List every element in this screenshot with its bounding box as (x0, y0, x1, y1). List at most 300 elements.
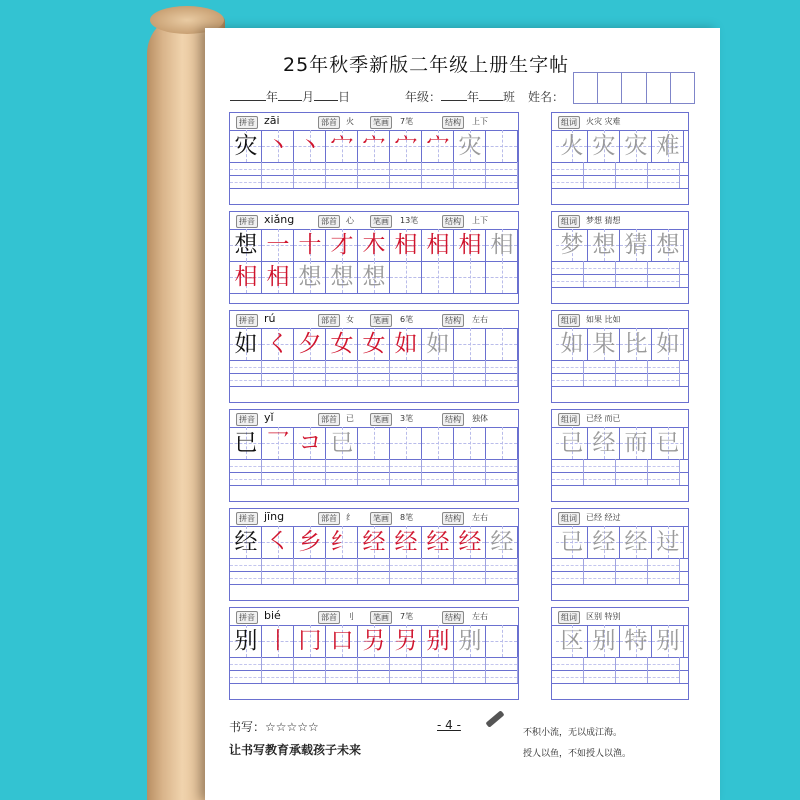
practice-line-cell[interactable] (616, 373, 648, 386)
pinyin-label: 拼音 (236, 314, 258, 327)
grid-cell[interactable] (326, 526, 358, 558)
practice-line[interactable] (552, 175, 688, 188)
word-cell[interactable] (652, 229, 684, 261)
practice-line-cell[interactable] (616, 162, 648, 175)
practice-line-cell[interactable] (422, 657, 454, 670)
words-card-5 (551, 607, 689, 700)
grid-cell[interactable] (486, 427, 518, 459)
practice-line-cell[interactable] (552, 459, 584, 472)
practice-line-cell[interactable] (552, 472, 584, 485)
practice-line-cell[interactable] (262, 571, 294, 584)
character-card-0 (229, 112, 519, 205)
practice-line-cell[interactable] (648, 670, 680, 683)
word-cell[interactable] (620, 625, 652, 657)
grid-cell[interactable] (454, 625, 486, 657)
practice-line-cell[interactable] (454, 360, 486, 373)
practice-line-cell[interactable] (422, 558, 454, 571)
practice-line-cell[interactable] (552, 360, 584, 373)
stroke-step: 宀 (330, 133, 354, 159)
practice-line-cell[interactable] (552, 558, 584, 571)
strokes-value: 13笔 (400, 216, 419, 225)
strokes-label: 笔画 (370, 314, 392, 327)
practice-line-cell[interactable] (486, 175, 518, 188)
grid-cell[interactable] (358, 328, 390, 360)
word-cell[interactable] (556, 526, 588, 558)
practice-line-cell[interactable] (262, 373, 294, 386)
grid-cell[interactable] (454, 130, 486, 162)
word-cell[interactable] (588, 328, 620, 360)
practice-line-cell[interactable] (584, 472, 616, 485)
practice-line-cell[interactable] (454, 670, 486, 683)
practice-line-cell[interactable] (326, 558, 358, 571)
grid-cell[interactable] (294, 261, 326, 293)
practice-line[interactable] (230, 373, 518, 386)
grid-cell[interactable] (230, 427, 262, 459)
practice-line-cell[interactable] (648, 261, 680, 274)
row-divider (552, 386, 688, 387)
practice-line-cell[interactable] (230, 373, 262, 386)
practice-line-cell[interactable] (294, 670, 326, 683)
strokes-label: 笔画 (370, 116, 392, 129)
practice-line[interactable] (552, 360, 688, 373)
words-value: 已经 而已 (586, 414, 621, 423)
practice-line-cell[interactable] (230, 472, 262, 485)
practice-line-cell[interactable] (326, 175, 358, 188)
word-character: 已 (656, 430, 680, 456)
grid-cell[interactable] (262, 625, 294, 657)
grid-cell[interactable] (390, 261, 422, 293)
grid-cell[interactable] (486, 229, 518, 261)
practice-line-cell[interactable] (486, 459, 518, 472)
practice-line-cell[interactable] (616, 274, 648, 287)
grid-cell[interactable] (326, 130, 358, 162)
practice-line-cell[interactable] (294, 657, 326, 670)
practice-line-cell[interactable] (486, 373, 518, 386)
pinyin-label: 拼音 (236, 215, 258, 228)
practice-line-cell[interactable] (358, 459, 390, 472)
practice-line-cell[interactable] (552, 373, 584, 386)
main-character: 想 (234, 232, 258, 258)
practice-line-cell[interactable] (230, 162, 262, 175)
word-cell[interactable] (556, 229, 588, 261)
practice-line[interactable] (230, 472, 518, 485)
grid-cell[interactable] (262, 526, 294, 558)
pinyin-label: 拼音 (236, 611, 258, 624)
practice-line[interactable] (230, 459, 518, 472)
grid-cell[interactable] (358, 229, 390, 261)
practice-line[interactable] (552, 571, 688, 584)
word-cell[interactable] (556, 427, 588, 459)
practice-line[interactable] (230, 175, 518, 188)
word-character: 已 (560, 430, 584, 456)
grid-cell[interactable] (486, 328, 518, 360)
practice-line-cell[interactable] (358, 162, 390, 175)
structure-value: 左右 (472, 612, 488, 621)
grid-cell[interactable] (486, 526, 518, 558)
main-character: 如 (234, 331, 258, 357)
practice-line-cell[interactable] (584, 670, 616, 683)
practice-line-cell[interactable] (294, 571, 326, 584)
grid-cell[interactable] (326, 328, 358, 360)
grid-cell[interactable] (230, 328, 262, 360)
grid-cell[interactable] (390, 625, 422, 657)
practice-line-cell[interactable] (422, 373, 454, 386)
grid-cell[interactable] (358, 427, 390, 459)
practice-line-cell[interactable] (294, 558, 326, 571)
practice-line-cell[interactable] (616, 459, 648, 472)
practice-line-cell[interactable] (552, 175, 584, 188)
grid-cell[interactable] (262, 229, 294, 261)
grid-cell[interactable] (422, 328, 454, 360)
practice-line-cell[interactable] (648, 571, 680, 584)
row-divider (552, 188, 688, 189)
practice-line-cell[interactable] (616, 657, 648, 670)
grid-cell[interactable] (326, 625, 358, 657)
practice-line-cell[interactable] (486, 360, 518, 373)
word-cell[interactable] (588, 229, 620, 261)
word-cell[interactable] (556, 130, 588, 162)
practice-line[interactable] (230, 670, 518, 683)
grid-cell[interactable] (230, 130, 262, 162)
strokes-label: 笔画 (370, 413, 392, 426)
practice-line-cell[interactable] (648, 360, 680, 373)
practice-line-cell[interactable] (358, 373, 390, 386)
practice-line[interactable] (552, 261, 688, 274)
practice-line-cell[interactable] (294, 162, 326, 175)
radical-label: 部首 (318, 314, 340, 327)
practice-line-cell[interactable] (262, 162, 294, 175)
practice-line-cell[interactable] (294, 472, 326, 485)
practice-line-cell[interactable] (390, 670, 422, 683)
practice-line-cell[interactable] (326, 162, 358, 175)
grid-cell[interactable] (326, 261, 358, 293)
grid-cell[interactable] (230, 261, 262, 293)
practice-line-cell[interactable] (552, 670, 584, 683)
stroke-step: 木 (362, 232, 386, 258)
practice-line-cell[interactable] (616, 360, 648, 373)
grid-cell[interactable] (486, 625, 518, 657)
practice-line-cell[interactable] (262, 670, 294, 683)
practice-line-cell[interactable] (358, 657, 390, 670)
words-value: 区别 特别 (586, 612, 621, 621)
practice-line-cell[interactable] (294, 360, 326, 373)
word-cell[interactable] (652, 130, 684, 162)
word-cell[interactable] (588, 625, 620, 657)
practice-line-cell[interactable] (584, 459, 616, 472)
grid-cell[interactable] (486, 130, 518, 162)
practice-line-cell[interactable] (422, 670, 454, 683)
practice-line[interactable] (552, 472, 688, 485)
practice-line-cell[interactable] (486, 571, 518, 584)
practice-line[interactable] (552, 162, 688, 175)
practice-line[interactable] (552, 657, 688, 670)
grid-cell[interactable] (422, 526, 454, 558)
practice-line-cell[interactable] (358, 472, 390, 485)
stroke-step: 冂 (298, 628, 322, 654)
grid-cell[interactable] (422, 130, 454, 162)
pinyin-label: 拼音 (236, 116, 258, 129)
word-cell[interactable] (588, 526, 620, 558)
practice-line-cell[interactable] (616, 175, 648, 188)
row-divider (552, 683, 688, 684)
row-divider (230, 485, 518, 486)
words-value: 梦想 猜想 (586, 216, 621, 225)
stroke-step: 乡 (298, 529, 322, 555)
practice-line-cell[interactable] (390, 162, 422, 175)
practice-line-cell[interactable] (648, 373, 680, 386)
stroke-step: 经 (394, 529, 418, 555)
practice-line-cell[interactable] (584, 571, 616, 584)
practice-line-cell[interactable] (552, 274, 584, 287)
practice-line-cell[interactable] (584, 175, 616, 188)
grid-cell[interactable] (294, 229, 326, 261)
practice-line-cell[interactable] (584, 373, 616, 386)
grid-cell[interactable] (486, 261, 518, 293)
practice-line-cell[interactable] (454, 558, 486, 571)
card-header (230, 311, 518, 329)
grid-cell[interactable] (390, 229, 422, 261)
grid-cell[interactable] (230, 526, 262, 558)
word-cell[interactable] (588, 427, 620, 459)
grid-cell[interactable] (230, 229, 262, 261)
practice-line-cell[interactable] (262, 472, 294, 485)
word-cell[interactable] (620, 427, 652, 459)
practice-line-cell[interactable] (648, 472, 680, 485)
grid-cell[interactable] (422, 427, 454, 459)
grid-cell[interactable] (390, 427, 422, 459)
practice-line-cell[interactable] (648, 657, 680, 670)
worksheet-page (205, 28, 720, 800)
stroke-step: 相 (234, 264, 258, 290)
practice-line-cell[interactable] (616, 571, 648, 584)
practice-line-cell[interactable] (422, 360, 454, 373)
radical-value: 女 (346, 315, 354, 324)
practice-line-cell[interactable] (390, 175, 422, 188)
practice-line-cell[interactable] (648, 459, 680, 472)
practice-line-cell[interactable] (358, 175, 390, 188)
word-cell[interactable] (556, 328, 588, 360)
grid-cell[interactable] (294, 328, 326, 360)
practice-line[interactable] (230, 162, 518, 175)
grid-cell[interactable] (262, 427, 294, 459)
practice-line-cell[interactable] (552, 571, 584, 584)
practice-line-cell[interactable] (358, 558, 390, 571)
grid-cell[interactable] (454, 261, 486, 293)
practice-line-cell[interactable] (454, 472, 486, 485)
practice-line-cell[interactable] (262, 360, 294, 373)
grid-cell[interactable] (358, 625, 390, 657)
practice-line-cell[interactable] (358, 571, 390, 584)
grid-cell[interactable] (230, 625, 262, 657)
quote-1: 不积小流，无以成江海。 (523, 728, 623, 738)
practice-line-cell[interactable] (648, 558, 680, 571)
practice-line-cell[interactable] (648, 175, 680, 188)
grid-cell[interactable] (358, 526, 390, 558)
practice-line-cell[interactable] (584, 657, 616, 670)
grid-cell[interactable] (294, 427, 326, 459)
practice-line-cell[interactable] (486, 472, 518, 485)
grid-cell[interactable] (422, 229, 454, 261)
name-boxes[interactable] (573, 72, 695, 104)
practice-line-cell[interactable] (648, 274, 680, 287)
practice-line-cell[interactable] (294, 459, 326, 472)
practice-line-cell[interactable] (390, 360, 422, 373)
grid-cell[interactable] (454, 526, 486, 558)
grid-cell[interactable] (422, 625, 454, 657)
practice-line[interactable] (552, 670, 688, 683)
practice-line[interactable] (230, 571, 518, 584)
pinyin-value: xiǎng (264, 213, 295, 226)
grid-cell[interactable] (454, 427, 486, 459)
practice-line-cell[interactable] (230, 670, 262, 683)
word-cell[interactable] (620, 229, 652, 261)
practice-line-cell[interactable] (648, 162, 680, 175)
stroke-step: 宀 (394, 133, 418, 159)
practice-line[interactable] (230, 657, 518, 670)
word-cell[interactable] (620, 130, 652, 162)
practice-line-cell[interactable] (262, 657, 294, 670)
grid-cell[interactable] (294, 526, 326, 558)
practice-line-cell[interactable] (326, 373, 358, 386)
character-card-2 (229, 310, 519, 403)
practice-line-cell[interactable] (486, 657, 518, 670)
word-cell[interactable] (652, 526, 684, 558)
practice-line-cell[interactable] (230, 175, 262, 188)
practice-line-cell[interactable] (422, 459, 454, 472)
practice-line-cell[interactable] (230, 571, 262, 584)
practice-line-cell[interactable] (326, 571, 358, 584)
stroke-step: 想 (330, 264, 354, 290)
practice-line-cell[interactable] (422, 472, 454, 485)
grid-cell[interactable] (390, 328, 422, 360)
practice-line-cell[interactable] (326, 472, 358, 485)
strokes-value: 6笔 (400, 315, 414, 324)
practice-line-cell[interactable] (326, 670, 358, 683)
practice-line-cell[interactable] (616, 670, 648, 683)
word-cell[interactable] (620, 328, 652, 360)
practice-line-cell[interactable] (584, 261, 616, 274)
words-header (552, 113, 688, 131)
practice-line-cell[interactable] (422, 162, 454, 175)
grid-cell[interactable] (294, 130, 326, 162)
grid-cell[interactable] (454, 229, 486, 261)
practice-line-cell[interactable] (486, 162, 518, 175)
practice-line-cell[interactable] (422, 571, 454, 584)
practice-line-cell[interactable] (584, 162, 616, 175)
word-cell[interactable] (652, 625, 684, 657)
word-cell[interactable] (556, 625, 588, 657)
practice-line-cell[interactable] (230, 459, 262, 472)
practice-line-cell[interactable] (454, 162, 486, 175)
practice-line[interactable] (552, 558, 688, 571)
grid-cell[interactable] (422, 261, 454, 293)
grid-cell[interactable] (262, 328, 294, 360)
practice-line-cell[interactable] (326, 657, 358, 670)
practice-line-cell[interactable] (552, 261, 584, 274)
practice-line-cell[interactable] (616, 558, 648, 571)
stroke-step: 宀 (362, 133, 386, 159)
practice-line-cell[interactable] (390, 472, 422, 485)
word-cell[interactable] (620, 526, 652, 558)
grid-cell[interactable] (390, 130, 422, 162)
practice-line-cell[interactable] (454, 657, 486, 670)
grid-cell[interactable] (262, 130, 294, 162)
practice-line-cell[interactable] (422, 175, 454, 188)
words-card-0 (551, 112, 689, 205)
practice-line-cell[interactable] (486, 558, 518, 571)
practice-line-cell[interactable] (262, 459, 294, 472)
pinyin-value: rú (264, 312, 276, 325)
practice-line-cell[interactable] (262, 175, 294, 188)
practice-line-cell[interactable] (390, 558, 422, 571)
practice-line-cell[interactable] (358, 360, 390, 373)
grid-cell[interactable] (326, 427, 358, 459)
practice-line-cell[interactable] (326, 360, 358, 373)
grid-cell[interactable] (358, 261, 390, 293)
practice-line[interactable] (230, 360, 518, 373)
practice-line-cell[interactable] (390, 459, 422, 472)
practice-line-cell[interactable] (326, 459, 358, 472)
practice-line-cell[interactable] (616, 261, 648, 274)
word-character: 比 (624, 331, 648, 357)
practice-line[interactable] (552, 459, 688, 472)
word-cell[interactable] (652, 328, 684, 360)
grid-cell[interactable] (294, 625, 326, 657)
practice-line-cell[interactable] (390, 657, 422, 670)
practice-line-cell[interactable] (616, 472, 648, 485)
practice-line[interactable] (552, 373, 688, 386)
practice-line-cell[interactable] (262, 558, 294, 571)
practice-line-cell[interactable] (454, 175, 486, 188)
character-card-1 (229, 211, 519, 304)
name-label: 姓名： (528, 90, 565, 104)
row-divider (552, 485, 688, 486)
practice-line-cell[interactable] (454, 571, 486, 584)
practice-line-cell[interactable] (486, 670, 518, 683)
word-character: 而 (624, 430, 648, 456)
word-cell[interactable] (588, 130, 620, 162)
word-cell[interactable] (652, 427, 684, 459)
practice-line[interactable] (552, 274, 688, 287)
practice-line-cell[interactable] (584, 558, 616, 571)
stroke-step: 丨 (266, 628, 290, 654)
practice-line[interactable] (230, 558, 518, 571)
practice-line-cell[interactable] (358, 670, 390, 683)
practice-line-cell[interactable] (294, 175, 326, 188)
practice-line-cell[interactable] (390, 571, 422, 584)
practice-line-cell[interactable] (584, 274, 616, 287)
practice-line-cell[interactable] (552, 162, 584, 175)
practice-line-cell[interactable] (454, 459, 486, 472)
structure-label: 结构 (442, 215, 464, 228)
practice-line-cell[interactable] (230, 360, 262, 373)
grid-cell[interactable] (454, 328, 486, 360)
grid-cell[interactable] (390, 526, 422, 558)
practice-line-cell[interactable] (294, 373, 326, 386)
practice-line-cell[interactable] (584, 360, 616, 373)
practice-line-cell[interactable] (390, 373, 422, 386)
practice-line-cell[interactable] (230, 558, 262, 571)
grid-cell[interactable] (326, 229, 358, 261)
main-character: 已 (234, 430, 258, 456)
strokes-label: 笔画 (370, 512, 392, 525)
grid-cell[interactable] (262, 261, 294, 293)
grid-cell[interactable] (358, 130, 390, 162)
practice-line-cell[interactable] (230, 657, 262, 670)
practice-line-cell[interactable] (454, 373, 486, 386)
practice-line-cell[interactable] (552, 657, 584, 670)
strokes-value: 7笔 (400, 612, 414, 621)
